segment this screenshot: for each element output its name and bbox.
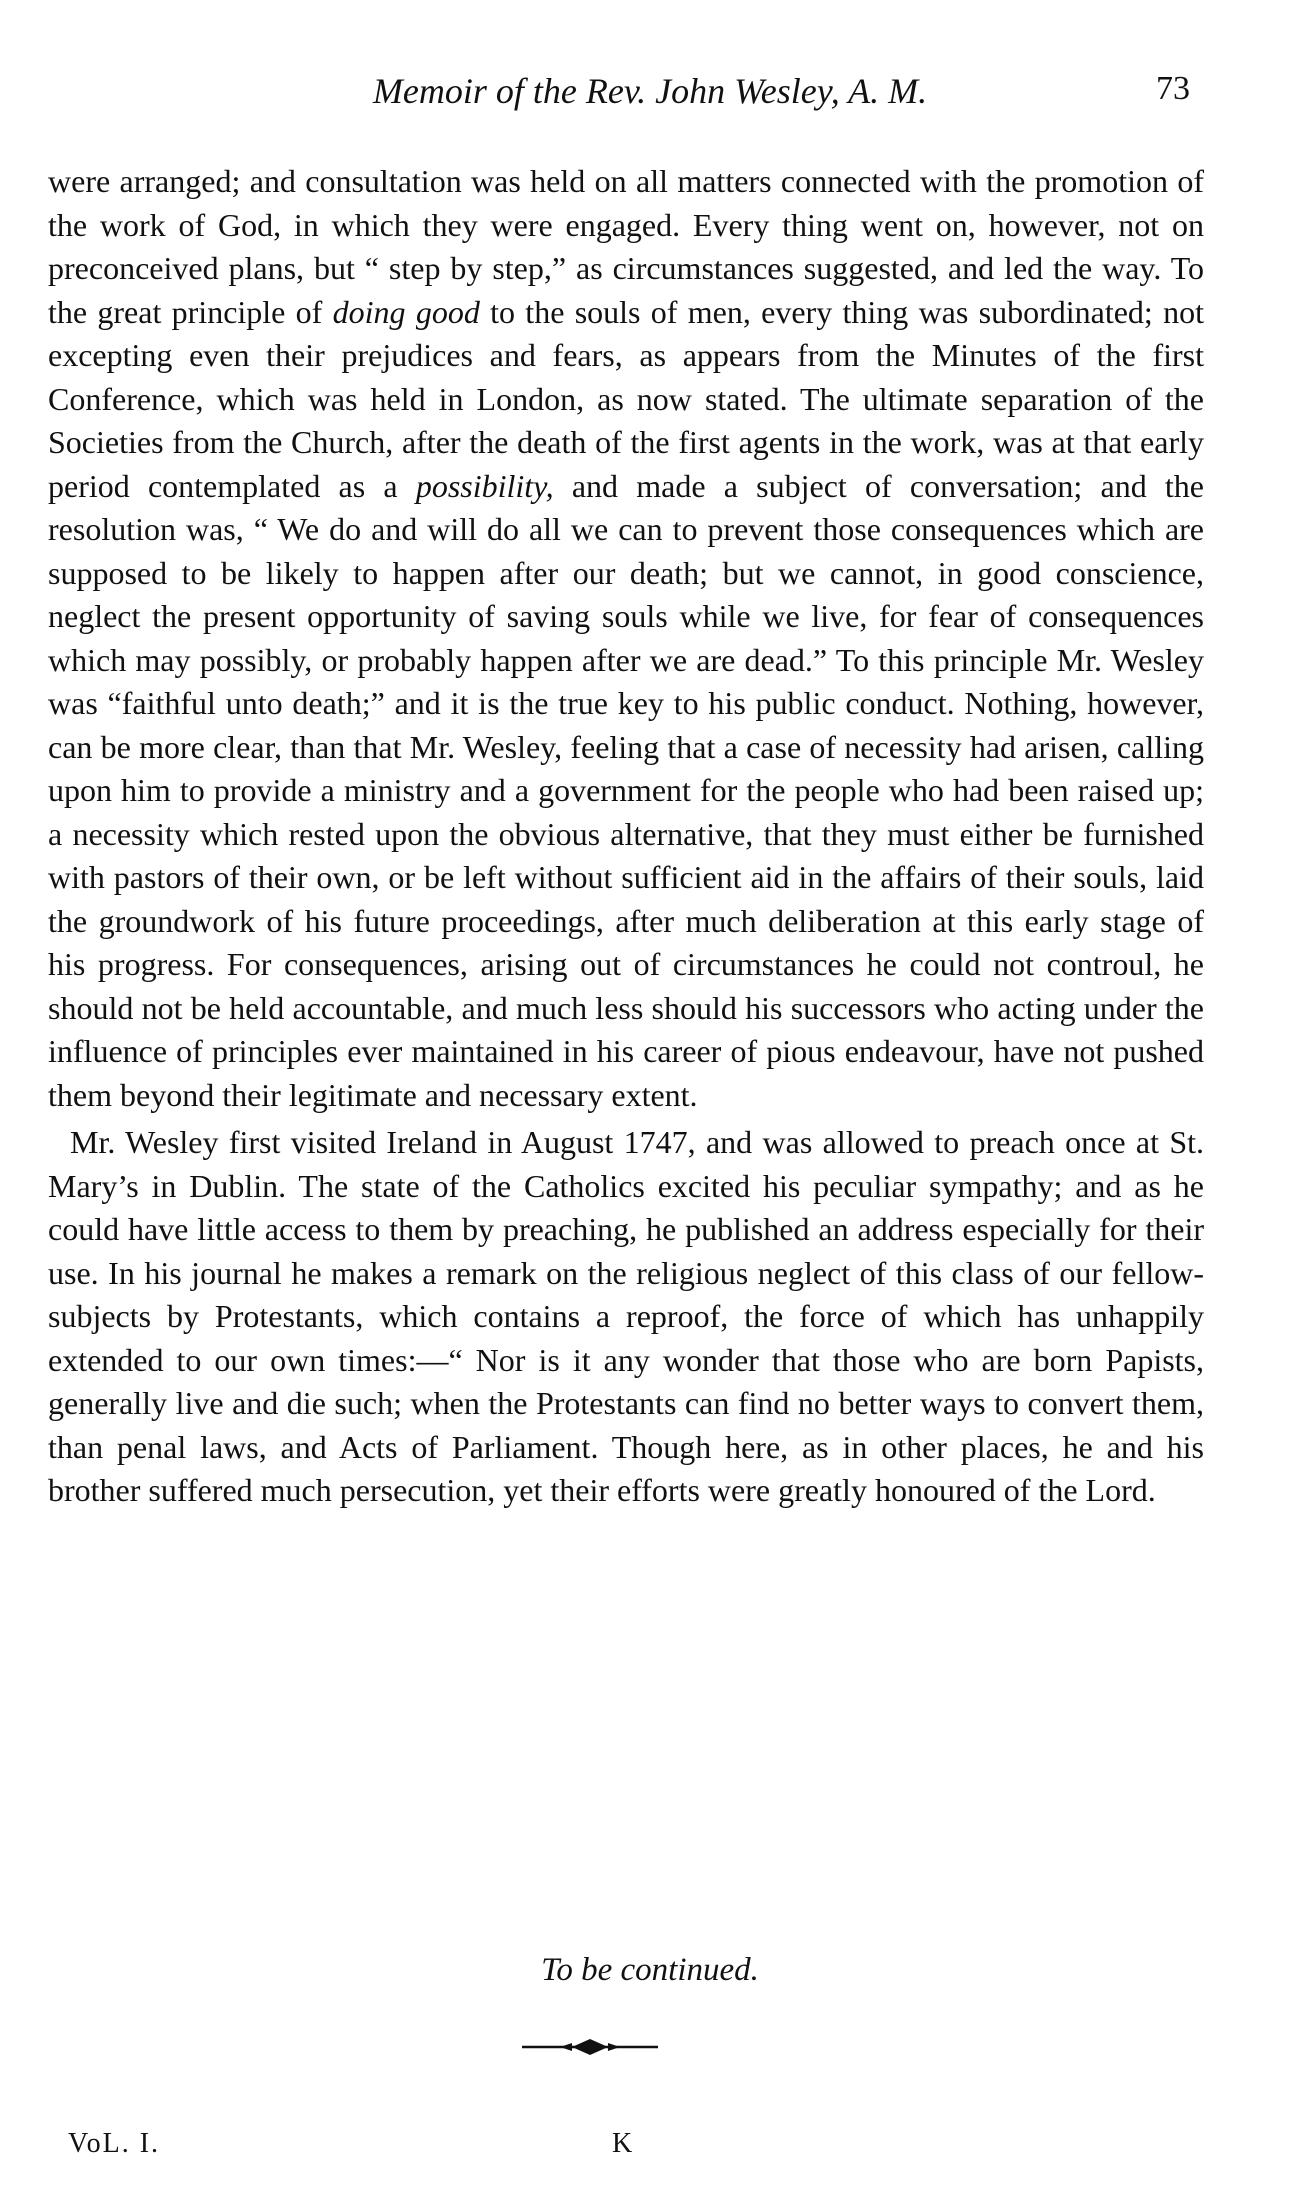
paragraph-2: Mr. Wesley first visited Ireland in August 1747, and was allowed to preach once at St. Mary’s in Dublin. The state of the Catholics excited his peculiar sympathy; and as he could have little access to them by preaching, he published an address especially for their use. In his journal he makes a remark on the religious neglect of this class of our fellow-subjects by Protestants, which contains a reproof, the force of which has unhappily extended to our own times:—“ Nor is it any wonder that those who are born Papists, generally live and die such; when the Protestants can find no better ways to convert them, than penal laws, and Acts of Parliament. Though here, as in other places, he and his brother suffered much persecution, yet their efforts were greatly honoured of the Lord.	[48, 1124, 1204, 1508]
paragraph-1-part-3: and made a subject of conversation; and the resolution was, “ We do and will do all we can to prevent those consequences which are supposed to be likely to happen after our death; but we cannot, in good conscience, neglect the present opportunity of saving souls while we live, for fear of consequences which may possibly, or probably happen after we are dead.” To this principle Mr. Wesley was “faithful unto death;” and it is the true key to his public conduct. Nothing, however, can be more clear, than that Mr. Wesley, feeling that a case of necessity had arisen, calling upon him to provide a ministry and a government for the people who had been raised up; a necessity which rested upon the obvious alternative, that they must either be furnished with pastors of their own, or be left without sufficient aid in the affairs of their souls, laid the groundwork of his future proceedings, after much deliberation at this early stage of his progress. For consequences, arising out of circumstances he could not controul, he should not be held accountable, and much less should his successors who acting under the influence of principles ever maintained in his career of pious endeavour, have not pushed them beyond their legitimate and necessary extent.	[48, 467, 1204, 1113]
page-footer	[0, 2128, 1300, 2168]
paragraph-1	[48, 160, 1204, 1117]
to-be-continued: To be continued.	[541, 1952, 759, 1988]
paragraph-1-part-1: were arranged; and consultation was held on all matters connected with the promotion of the work of God, in which they were engaged. Every thing went on, however, not on preconceived plans, but “ step by step,” as circumstances suggested, and led the way. To the great principle of	[48, 163, 1204, 330]
volume-label: VoL. I.	[68, 2128, 161, 2159]
paragraph-1-emphasis-1: doing good	[332, 293, 480, 330]
signature-mark: K	[612, 2128, 633, 2159]
page-header	[0, 70, 1300, 122]
page-number: 73	[1156, 70, 1190, 107]
ornamental-rule-icon	[520, 2035, 660, 2059]
paragraph-1-emphasis-2: possibility,	[415, 467, 554, 504]
body-text	[48, 160, 1204, 1513]
running-title: Memoir of the Rev. John Wesley, A. M.	[372, 71, 928, 111]
paragraph-1-part-2: to the souls of men, every thing was subordinated; not excepting even their prejudices and fears, as appears from the Minutes of the first Conference, which was held in London, as now stated. The ultimate separation of the Societies from the Church, after the death of the first agents in the work, was at that early period contemplated as a	[48, 293, 1204, 504]
